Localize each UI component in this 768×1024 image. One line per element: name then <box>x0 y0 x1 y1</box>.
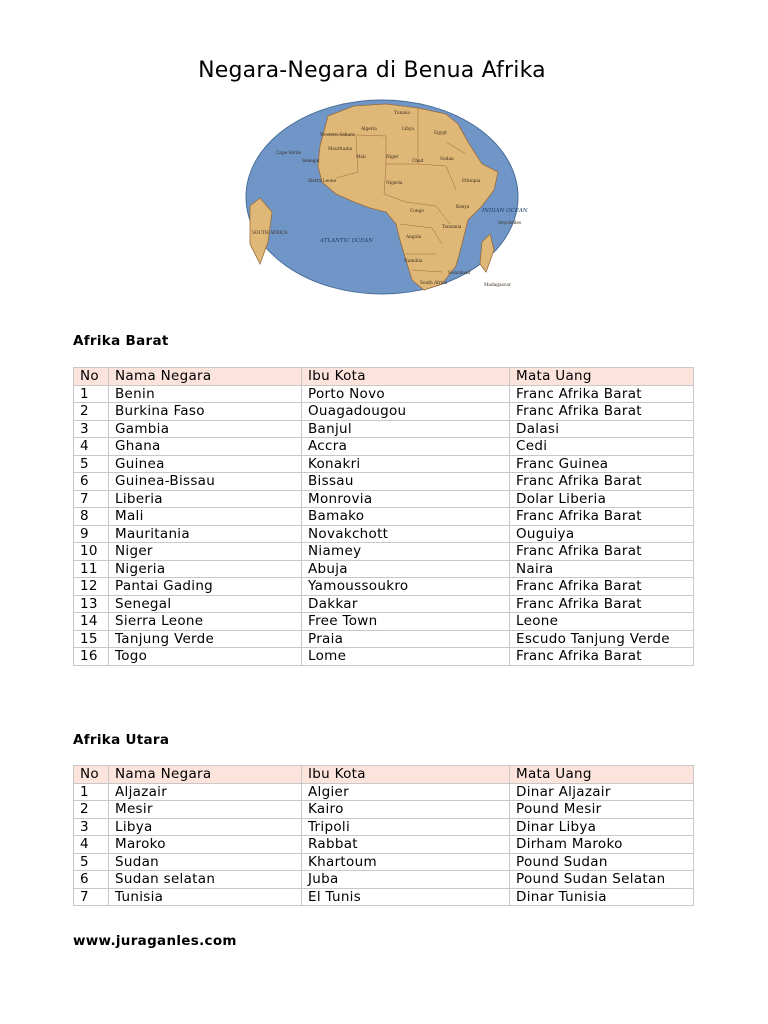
cell-nama-negara: Guinea-Bissau <box>109 473 302 491</box>
table-row <box>74 403 694 421</box>
cell-mata-uang: Leone <box>510 613 694 631</box>
cell-nama-negara: Libya <box>109 818 302 836</box>
cell-no: 1 <box>74 385 109 403</box>
cell-no: 2 <box>74 403 109 421</box>
cell-nama-negara: Mauritania <box>109 525 302 543</box>
cell-no: 4 <box>74 438 109 456</box>
footer-website: www.juraganles.com <box>73 933 237 949</box>
africa-map-image <box>236 94 546 308</box>
cell-ibu-kota: Rabbat <box>302 836 510 854</box>
cell-ibu-kota: Novakchott <box>302 525 510 543</box>
table-row <box>74 888 694 906</box>
table-header-row <box>74 368 694 386</box>
cell-ibu-kota: Juba <box>302 871 510 889</box>
map-label: Sierra Leone <box>308 179 337 184</box>
table-row <box>74 630 694 648</box>
cell-no: 6 <box>74 473 109 491</box>
table-row <box>74 853 694 871</box>
cell-ibu-kota: Banjul <box>302 420 510 438</box>
cell-ibu-kota: Bissau <box>302 473 510 491</box>
cell-nama-negara: Benin <box>109 385 302 403</box>
map-label: Kenya <box>456 205 470 210</box>
cell-no: 2 <box>74 801 109 819</box>
map-label: Libya <box>402 127 414 132</box>
cell-mata-uang: Franc Afrika Barat <box>510 508 694 526</box>
header-mata-uang: Mata Uang <box>510 368 694 386</box>
cell-nama-negara: Guinea <box>109 455 302 473</box>
cell-mata-uang: Dinar Aljazair <box>510 783 694 801</box>
cell-nama-negara: Ghana <box>109 438 302 456</box>
table-row <box>74 836 694 854</box>
cell-mata-uang: Ouguiya <box>510 525 694 543</box>
table-row <box>74 818 694 836</box>
cell-nama-negara: Niger <box>109 543 302 561</box>
cell-no: 13 <box>74 595 109 613</box>
cell-ibu-kota: Porto Novo <box>302 385 510 403</box>
map-label: Egypt <box>434 131 447 136</box>
map-label: Swaziland <box>448 271 471 276</box>
cell-nama-negara: Nigeria <box>109 560 302 578</box>
map-label: Sudan <box>440 157 454 162</box>
cell-ibu-kota: Lome <box>302 648 510 666</box>
header-nama-negara: Nama Negara <box>109 368 302 386</box>
table-row <box>74 420 694 438</box>
header-nama-negara: Nama Negara <box>109 766 302 784</box>
cell-no: 7 <box>74 490 109 508</box>
cell-ibu-kota: Yamoussoukro <box>302 578 510 596</box>
cell-ibu-kota: Accra <box>302 438 510 456</box>
map-label-ocean: ATLANTIC OCEAN <box>320 238 374 244</box>
cell-no: 5 <box>74 853 109 871</box>
map-label: Nigeria <box>386 181 403 186</box>
cell-mata-uang: Franc Afrika Barat <box>510 595 694 613</box>
cell-no: 5 <box>74 455 109 473</box>
cell-no: 3 <box>74 420 109 438</box>
cell-nama-negara: Sudan <box>109 853 302 871</box>
cell-nama-negara: Mali <box>109 508 302 526</box>
cell-mata-uang: Dinar Tunisia <box>510 888 694 906</box>
cell-mata-uang: Dinar Libya <box>510 818 694 836</box>
cell-no: 1 <box>74 783 109 801</box>
map-label: Mauritania <box>328 147 353 152</box>
table-row <box>74 490 694 508</box>
cell-nama-negara: Togo <box>109 648 302 666</box>
map-label: Niger <box>386 155 399 160</box>
cell-ibu-kota: Khartoum <box>302 853 510 871</box>
table-row <box>74 508 694 526</box>
table-row <box>74 613 694 631</box>
map-label: Tanzania <box>442 225 462 230</box>
header-no: No <box>74 368 109 386</box>
cell-ibu-kota: Algier <box>302 783 510 801</box>
table-row <box>74 543 694 561</box>
cell-nama-negara: Sierra Leone <box>109 613 302 631</box>
cell-no: 8 <box>74 508 109 526</box>
cell-no: 16 <box>74 648 109 666</box>
cell-no: 14 <box>74 613 109 631</box>
cell-mata-uang: Dirham Maroko <box>510 836 694 854</box>
cell-mata-uang: Franc Afrika Barat <box>510 543 694 561</box>
cell-mata-uang: Naira <box>510 560 694 578</box>
map-label: Cape Verde <box>276 151 302 156</box>
section-title-afrika-barat: Afrika Barat <box>73 333 169 349</box>
cell-nama-negara: Sudan selatan <box>109 871 302 889</box>
cell-mata-uang: Pound Mesir <box>510 801 694 819</box>
map-label: Namibia <box>404 259 423 264</box>
cell-no: 9 <box>74 525 109 543</box>
map-label: Tunisia <box>394 111 410 116</box>
table-row <box>74 438 694 456</box>
cell-mata-uang: Franc Afrika Barat <box>510 403 694 421</box>
section-title-afrika-utara: Afrika Utara <box>73 732 170 748</box>
table-row <box>74 648 694 666</box>
cell-mata-uang: Dolar Liberia <box>510 490 694 508</box>
cell-ibu-kota: Monrovia <box>302 490 510 508</box>
map-label: South Africa <box>420 281 448 286</box>
cell-no: 4 <box>74 836 109 854</box>
header-mata-uang: Mata Uang <box>510 766 694 784</box>
cell-ibu-kota: Praia <box>302 630 510 648</box>
cell-ibu-kota: Kairo <box>302 801 510 819</box>
table-row <box>74 560 694 578</box>
cell-nama-negara: Burkina Faso <box>109 403 302 421</box>
cell-nama-negara: Maroko <box>109 836 302 854</box>
table-row <box>74 801 694 819</box>
map-label: Seychelles <box>498 221 522 226</box>
cell-mata-uang: Franc Afrika Barat <box>510 578 694 596</box>
cell-nama-negara: Senegal <box>109 595 302 613</box>
table-afrika-barat <box>73 367 694 666</box>
cell-mata-uang: Escudo Tanjung Verde <box>510 630 694 648</box>
map-label: Madagascar <box>484 283 511 288</box>
cell-nama-negara: Mesir <box>109 801 302 819</box>
table-row <box>74 871 694 889</box>
header-ibu-kota: Ibu Kota <box>302 368 510 386</box>
cell-no: 15 <box>74 630 109 648</box>
page-title: Negara-Negara di Benua Afrika <box>198 58 546 83</box>
map-label: SOUTH AFRICA <box>252 231 288 236</box>
cell-mata-uang: Pound Sudan <box>510 853 694 871</box>
table-row <box>74 595 694 613</box>
table-row <box>74 473 694 491</box>
cell-ibu-kota: Dakkar <box>302 595 510 613</box>
cell-mata-uang: Franc Guinea <box>510 455 694 473</box>
header-ibu-kota: Ibu Kota <box>302 766 510 784</box>
cell-no: 3 <box>74 818 109 836</box>
cell-nama-negara: Aljazair <box>109 783 302 801</box>
cell-ibu-kota: Ouagadougou <box>302 403 510 421</box>
cell-ibu-kota: Tripoli <box>302 818 510 836</box>
cell-mata-uang: Cedi <box>510 438 694 456</box>
map-label: Algeria <box>361 127 377 132</box>
cell-ibu-kota: Bamako <box>302 508 510 526</box>
table-afrika-utara <box>73 765 694 906</box>
map-label: Senegal <box>302 159 320 164</box>
table-row <box>74 455 694 473</box>
map-label-ocean: INDIAN OCEAN <box>482 208 528 214</box>
table-row <box>74 525 694 543</box>
cell-nama-negara: Tanjung Verde <box>109 630 302 648</box>
cell-nama-negara: Gambia <box>109 420 302 438</box>
cell-nama-negara: Tunisia <box>109 888 302 906</box>
cell-no: 6 <box>74 871 109 889</box>
table-header-row <box>74 766 694 784</box>
map-label: Chad <box>412 159 424 164</box>
cell-ibu-kota: Niamey <box>302 543 510 561</box>
map-label: Angola <box>406 235 422 240</box>
cell-mata-uang: Pound Sudan Selatan <box>510 871 694 889</box>
cell-no: 10 <box>74 543 109 561</box>
map-label: Western Sahara <box>320 133 355 138</box>
cell-mata-uang: Franc Afrika Barat <box>510 473 694 491</box>
table-row <box>74 385 694 403</box>
table-row <box>74 783 694 801</box>
cell-no: 11 <box>74 560 109 578</box>
header-no: No <box>74 766 109 784</box>
cell-nama-negara: Pantai Gading <box>109 578 302 596</box>
cell-mata-uang: Franc Afrika Barat <box>510 385 694 403</box>
cell-mata-uang: Franc Afrika Barat <box>510 648 694 666</box>
cell-ibu-kota: Free Town <box>302 613 510 631</box>
cell-ibu-kota: El Tunis <box>302 888 510 906</box>
cell-nama-negara: Liberia <box>109 490 302 508</box>
table-row <box>74 578 694 596</box>
cell-mata-uang: Dalasi <box>510 420 694 438</box>
map-label: Congo <box>410 209 424 214</box>
cell-ibu-kota: Abuja <box>302 560 510 578</box>
cell-no: 12 <box>74 578 109 596</box>
cell-no: 7 <box>74 888 109 906</box>
map-label: Ethiopia <box>462 179 481 184</box>
cell-ibu-kota: Konakri <box>302 455 510 473</box>
map-label: Mali <box>356 155 366 160</box>
